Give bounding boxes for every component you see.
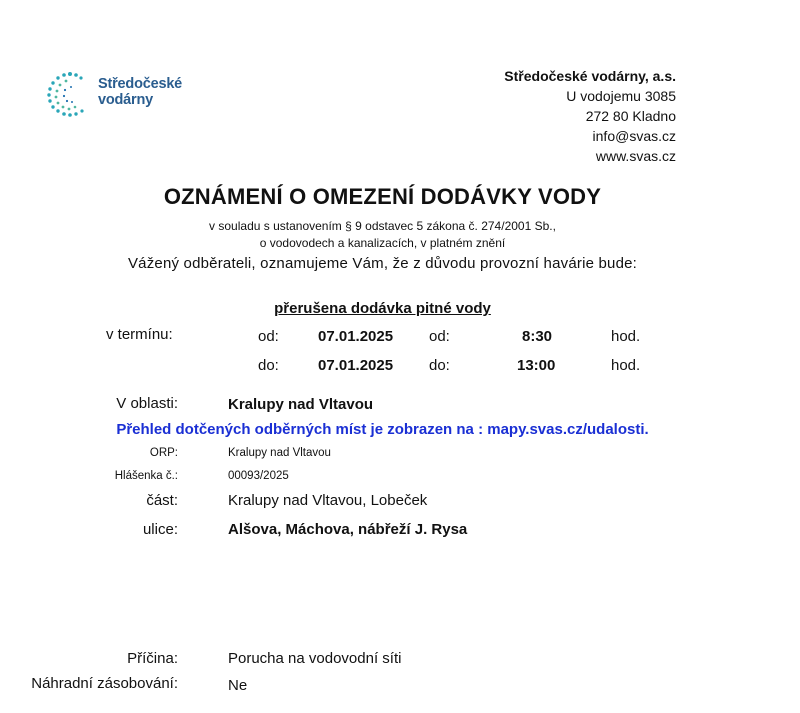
street-label: ulice: (142, 521, 178, 538)
company-web[interactable]: www.svas.cz (595, 148, 676, 164)
company-name: Středočeské vodárny, a.s. (504, 68, 676, 84)
outage-headline: přerušena dodávka pitné vody (274, 300, 491, 317)
substitute-label: Náhradní zásobování: (31, 675, 178, 692)
part-label: část: (146, 492, 178, 509)
part-value: Kralupy nad Vltavou, Lobeček (228, 492, 428, 509)
to-time-label: do: (429, 357, 450, 374)
legal-reference (0, 218, 765, 252)
company-street: U vodojemu 3085 (566, 88, 676, 104)
intro-text: Vážený odběrateli, oznamujeme Vám, že z důvodu provozní havárie bude: (127, 255, 638, 272)
from-date-label: od: (258, 328, 279, 345)
area-value: Kralupy nad Vltavou (228, 396, 374, 413)
legal-line-2: o vodovodech a kanalizacích, v platném znění (259, 236, 506, 250)
orp-label: ORP: (149, 447, 178, 459)
term-label: v termínu: (106, 326, 173, 343)
logo-text (98, 76, 182, 108)
legal-line-1: v souladu s ustanovením § 9 odstavec 5 zákona č. 274/2001 Sb., (209, 219, 556, 233)
orp-value: Kralupy nad Vltavou (228, 447, 331, 459)
company-logo (44, 70, 204, 118)
company-address (504, 66, 676, 166)
street-value: Alšova, Máchova, nábřeží J. Rysa (228, 521, 468, 538)
cause-label: Příčina: (127, 650, 178, 667)
from-date: 07.01.2025 (318, 328, 394, 345)
document-title: OZNÁMENÍ O OMEZENÍ DODÁVKY VODY (163, 184, 602, 209)
to-date: 07.01.2025 (318, 357, 394, 374)
substitute-value: Ne (228, 677, 248, 694)
from-time-label: od: (429, 328, 450, 345)
company-email[interactable]: info@svas.cz (592, 128, 676, 144)
to-unit: hod. (611, 357, 641, 374)
report-label: Hlášenka č.: (114, 470, 178, 482)
logo-line-2: vodárny (98, 92, 154, 108)
to-time: 13:00 (517, 357, 556, 374)
from-time: 8:30 (522, 328, 553, 345)
area-label: V oblasti: (116, 395, 178, 412)
company-city: 272 80 Kladno (585, 108, 676, 124)
report-value: 00093/2025 (228, 470, 289, 482)
logo-line-1: Středočeské (98, 76, 183, 92)
map-notice-link[interactable]: Přehled dotčených odběrných míst je zobrazen na : mapy.svas.cz/udalosti. (116, 421, 649, 438)
cause-value: Porucha na vodovodní síti (228, 650, 402, 667)
water-drops-icon (44, 70, 96, 118)
from-unit: hod. (611, 328, 641, 345)
to-date-label: do: (258, 357, 279, 374)
